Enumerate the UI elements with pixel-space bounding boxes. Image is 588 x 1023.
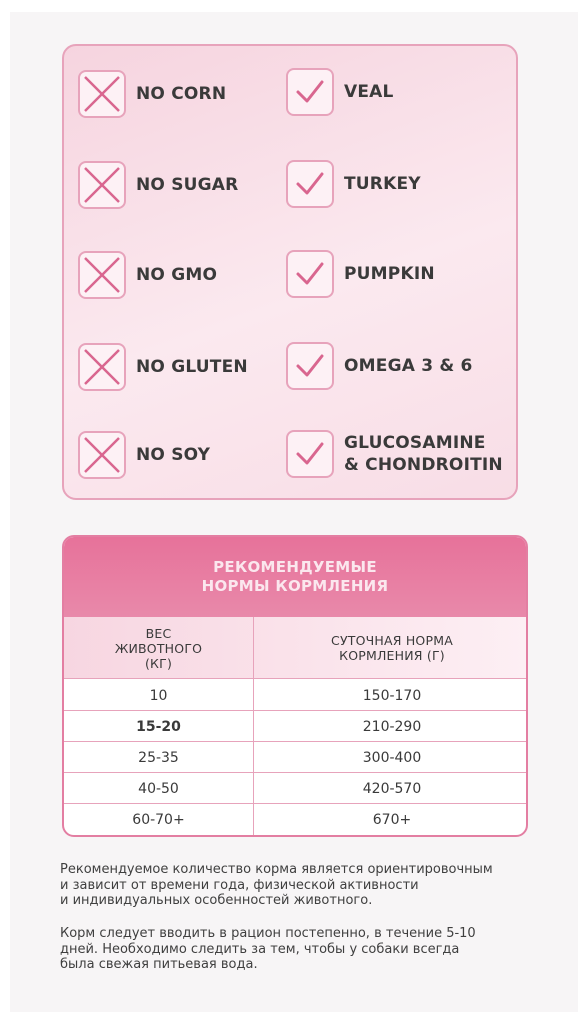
table-title [64, 537, 526, 617]
note-line: и зависит от времени года, физической активности [60, 877, 419, 893]
feature-glucosamine [286, 430, 503, 478]
feature-no-corn [78, 70, 226, 118]
norm-cell: 210-290 [362, 718, 422, 735]
feature-label-line2: & CHONDROITIN [344, 455, 503, 475]
column-header-row [64, 617, 526, 679]
check-icon [286, 68, 334, 116]
table-row [64, 773, 526, 804]
norm-cell: 150-170 [362, 687, 422, 704]
check-icon [286, 160, 334, 208]
cross-icon [78, 431, 126, 479]
cross-icon [78, 161, 126, 209]
check-icon [286, 430, 334, 478]
feature-veal [286, 68, 394, 116]
column-header-norm [254, 617, 528, 679]
norm-cell: 420-570 [362, 780, 422, 797]
cross-icon [78, 251, 126, 299]
column-header-norm-line1: СУТОЧНАЯ НОРМА [331, 633, 453, 648]
note-line: и индивидуальных особенностей животного. [60, 893, 373, 908]
features-card [62, 44, 518, 500]
table-row [64, 804, 526, 835]
weight-cell: 25-35 [138, 749, 179, 766]
note-line: дней. Необходимо следить за тем, чтобы у собаки всегда [60, 941, 460, 957]
weight-cell: 10 [149, 687, 168, 704]
feature-label: NO GMO [136, 265, 218, 285]
cross-icon [78, 70, 126, 118]
note-line: Корм следует вводить в рацион постепенно, в течение 5-10 [60, 926, 476, 941]
column-header-weight-line2: ЖИВОТНОГО [114, 640, 203, 656]
feature-label: OMEGA 3 & 6 [344, 356, 473, 376]
feeding-table [62, 535, 528, 837]
column-header-norm-line2: КОРМЛЕНИЯ (Г) [339, 648, 445, 663]
check-icon [286, 342, 334, 390]
weight-cell: 15-20 [136, 718, 181, 735]
note-paragraph-2 [60, 926, 540, 973]
feature-label: PUMPKIN [344, 264, 435, 284]
weight-cell: 60-70+ [132, 811, 185, 828]
feature-no-gmo [78, 251, 217, 299]
feature-label: NO GLUTEN [136, 357, 248, 377]
feature-label: NO CORN [136, 84, 227, 104]
feature-label [344, 432, 503, 476]
check-icon [286, 250, 334, 298]
note-line: была свежая питьевая вода. [60, 957, 258, 972]
table-row [64, 711, 526, 742]
feature-label-line1: GLUCOSAMINE [344, 433, 486, 453]
cross-icon [78, 343, 126, 391]
feature-label: NO SOY [136, 445, 211, 465]
column-header-weight-line1: ВЕС [145, 625, 172, 641]
norm-cell: 300-400 [362, 749, 422, 766]
column-header-weight [64, 617, 253, 679]
feature-label: VEAL [344, 82, 394, 102]
table-title-line2: НОРМЫ КОРМЛЕНИЯ [201, 577, 389, 595]
table-title-line1: РЕКОМЕНДУЕМЫЕ [213, 558, 377, 576]
note-paragraph-1 [60, 862, 540, 909]
norm-cell: 670+ [372, 811, 412, 828]
note-line: Рекомендуемое количество корма является ориентировочным [60, 862, 493, 877]
weight-cell: 40-50 [138, 780, 179, 797]
table-row [64, 742, 526, 773]
feature-no-sugar [78, 161, 238, 209]
feature-label: TURKEY [344, 174, 421, 194]
feature-no-gluten [78, 343, 248, 391]
feature-label: NO SUGAR [136, 175, 239, 195]
column-header-weight-line3: (КГ) [144, 655, 173, 671]
feature-omega [286, 342, 473, 390]
feature-turkey [286, 160, 421, 208]
feature-pumpkin [286, 250, 435, 298]
table-row [64, 680, 526, 711]
feature-no-soy [78, 431, 210, 479]
